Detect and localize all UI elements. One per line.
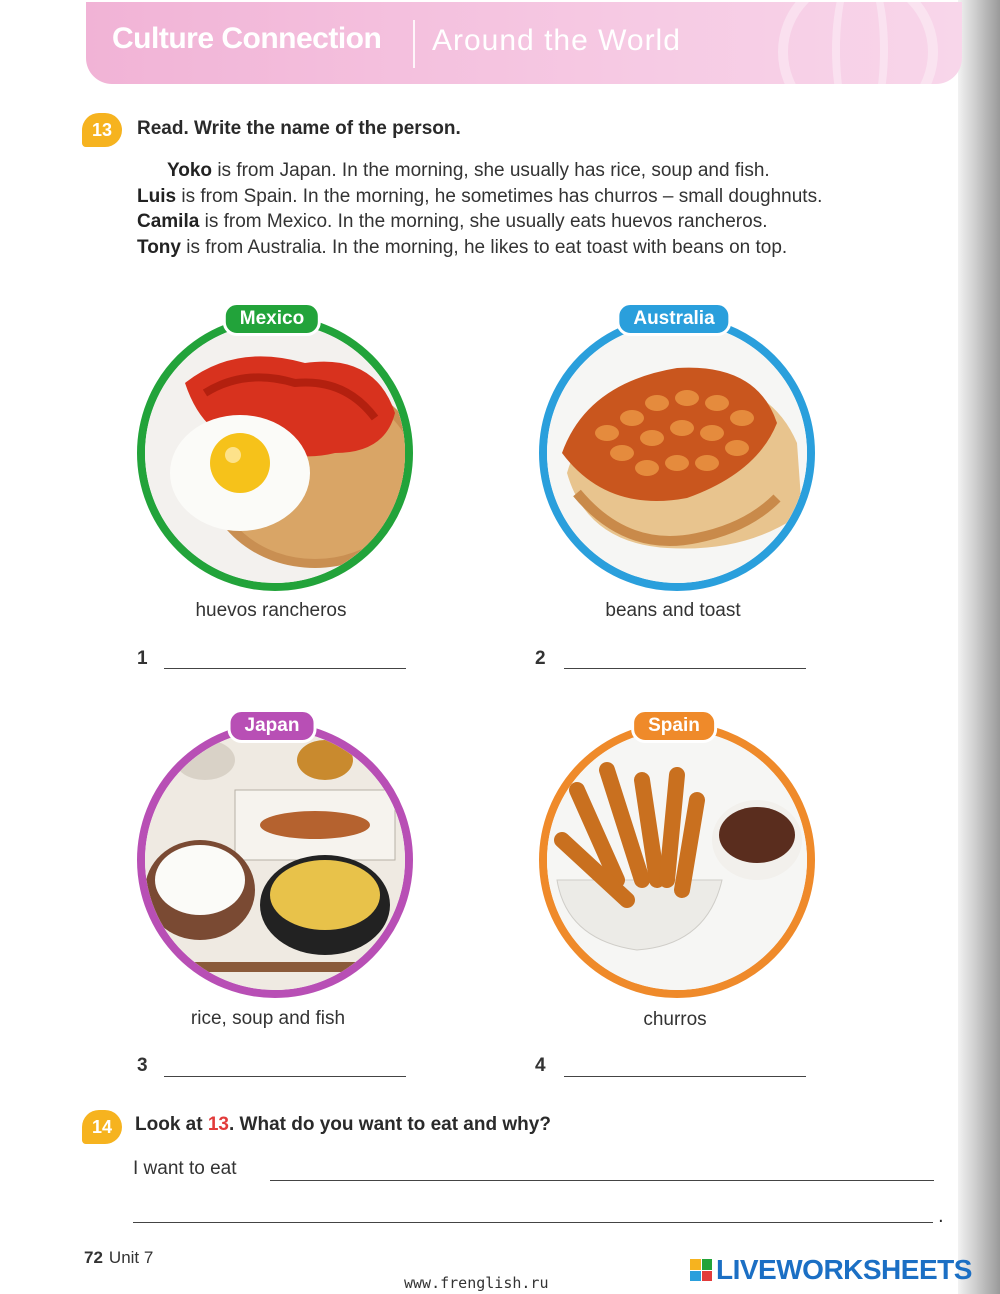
caption-huevos-rancheros: huevos rancheros bbox=[195, 600, 347, 621]
exercise-14-badge: 14 bbox=[82, 1110, 122, 1144]
paragraph-text: is from Mexico. In the morning, she usually eats huevos rancheros. bbox=[199, 211, 768, 232]
card-mexico bbox=[137, 308, 409, 595]
answer-line-4[interactable] bbox=[564, 1076, 806, 1077]
food-photo-beans-and-toast bbox=[539, 315, 815, 591]
person-name: Yoko bbox=[167, 160, 213, 181]
country-label-australia: Australia bbox=[616, 302, 731, 336]
caption-beans-and-toast: beans and toast bbox=[605, 600, 741, 621]
answer-line-3[interactable] bbox=[164, 1076, 406, 1077]
exercise-14-question bbox=[135, 1114, 551, 1136]
answer-line-14b[interactable] bbox=[133, 1222, 933, 1223]
paragraph-line bbox=[137, 158, 937, 184]
page-footer bbox=[84, 1248, 153, 1268]
liveworksheets-logo-icon bbox=[690, 1259, 712, 1281]
answer-number-2: 2 bbox=[535, 648, 546, 669]
food-photo-huevos-rancheros bbox=[137, 315, 413, 591]
answer-period: . bbox=[938, 1206, 944, 1227]
answer-number-3: 3 bbox=[137, 1055, 148, 1076]
answer-line-2[interactable] bbox=[564, 668, 806, 669]
paragraph-text: is from Japan. In the morning, she usually has rice, soup and fish. bbox=[212, 160, 770, 181]
banner-divider bbox=[413, 20, 415, 68]
globe-decoration-meridian bbox=[832, 2, 888, 84]
question-prefix: Look at bbox=[135, 1114, 208, 1135]
answer-line-14a[interactable] bbox=[270, 1180, 934, 1181]
answer-line-1[interactable] bbox=[164, 668, 406, 669]
page-edge bbox=[958, 0, 1000, 1294]
food-photo-churros bbox=[539, 722, 815, 998]
exercise-13-badge: 13 bbox=[82, 113, 122, 147]
source-url: www.frenglish.ru bbox=[404, 1274, 549, 1292]
person-name: Luis bbox=[137, 185, 177, 207]
liveworksheets-brand bbox=[690, 1254, 972, 1286]
caption-churros: churros bbox=[643, 1009, 707, 1030]
card-japan bbox=[137, 715, 409, 1002]
paragraph-line bbox=[137, 209, 937, 235]
paragraph-text: is from Spain. In the morning, he sometimes has churros – small doughnuts. bbox=[176, 185, 823, 207]
card-spain bbox=[539, 715, 811, 1002]
unit-label: Unit 7 bbox=[108, 1248, 154, 1267]
answer-number-1: 1 bbox=[137, 648, 148, 669]
country-label-mexico: Mexico bbox=[223, 302, 321, 336]
person-name: Tony bbox=[137, 236, 181, 258]
country-label-spain: Spain bbox=[631, 709, 717, 743]
paragraph-line bbox=[137, 184, 937, 210]
exercise-reference: 13 bbox=[207, 1114, 229, 1135]
card-australia bbox=[539, 308, 811, 595]
banner-subtitle: Around the World bbox=[432, 24, 681, 57]
banner-title: Culture Connection bbox=[112, 22, 382, 55]
question-suffix: . What do you want to eat and why? bbox=[228, 1114, 551, 1135]
paragraph-text: is from Australia. In the morning, he likes to eat toast with beans on top. bbox=[180, 236, 788, 258]
liveworksheets-text: LIVEWORKSHEETS bbox=[716, 1254, 972, 1285]
country-label-japan: Japan bbox=[228, 709, 317, 743]
person-name: Camila bbox=[137, 211, 200, 232]
caption-rice-soup-and-fish: rice, soup and fish bbox=[190, 1008, 346, 1029]
answer-prompt: I want to eat bbox=[133, 1158, 237, 1179]
paragraph-line bbox=[137, 235, 937, 261]
reading-paragraph bbox=[137, 158, 937, 260]
exercise-13-instruction: Read. Write the name of the person. bbox=[137, 118, 461, 139]
answer-number-4: 4 bbox=[535, 1055, 546, 1076]
header-banner bbox=[86, 2, 962, 84]
page-number: 72 bbox=[84, 1248, 103, 1267]
food-photo-rice-soup-fish bbox=[137, 722, 413, 998]
